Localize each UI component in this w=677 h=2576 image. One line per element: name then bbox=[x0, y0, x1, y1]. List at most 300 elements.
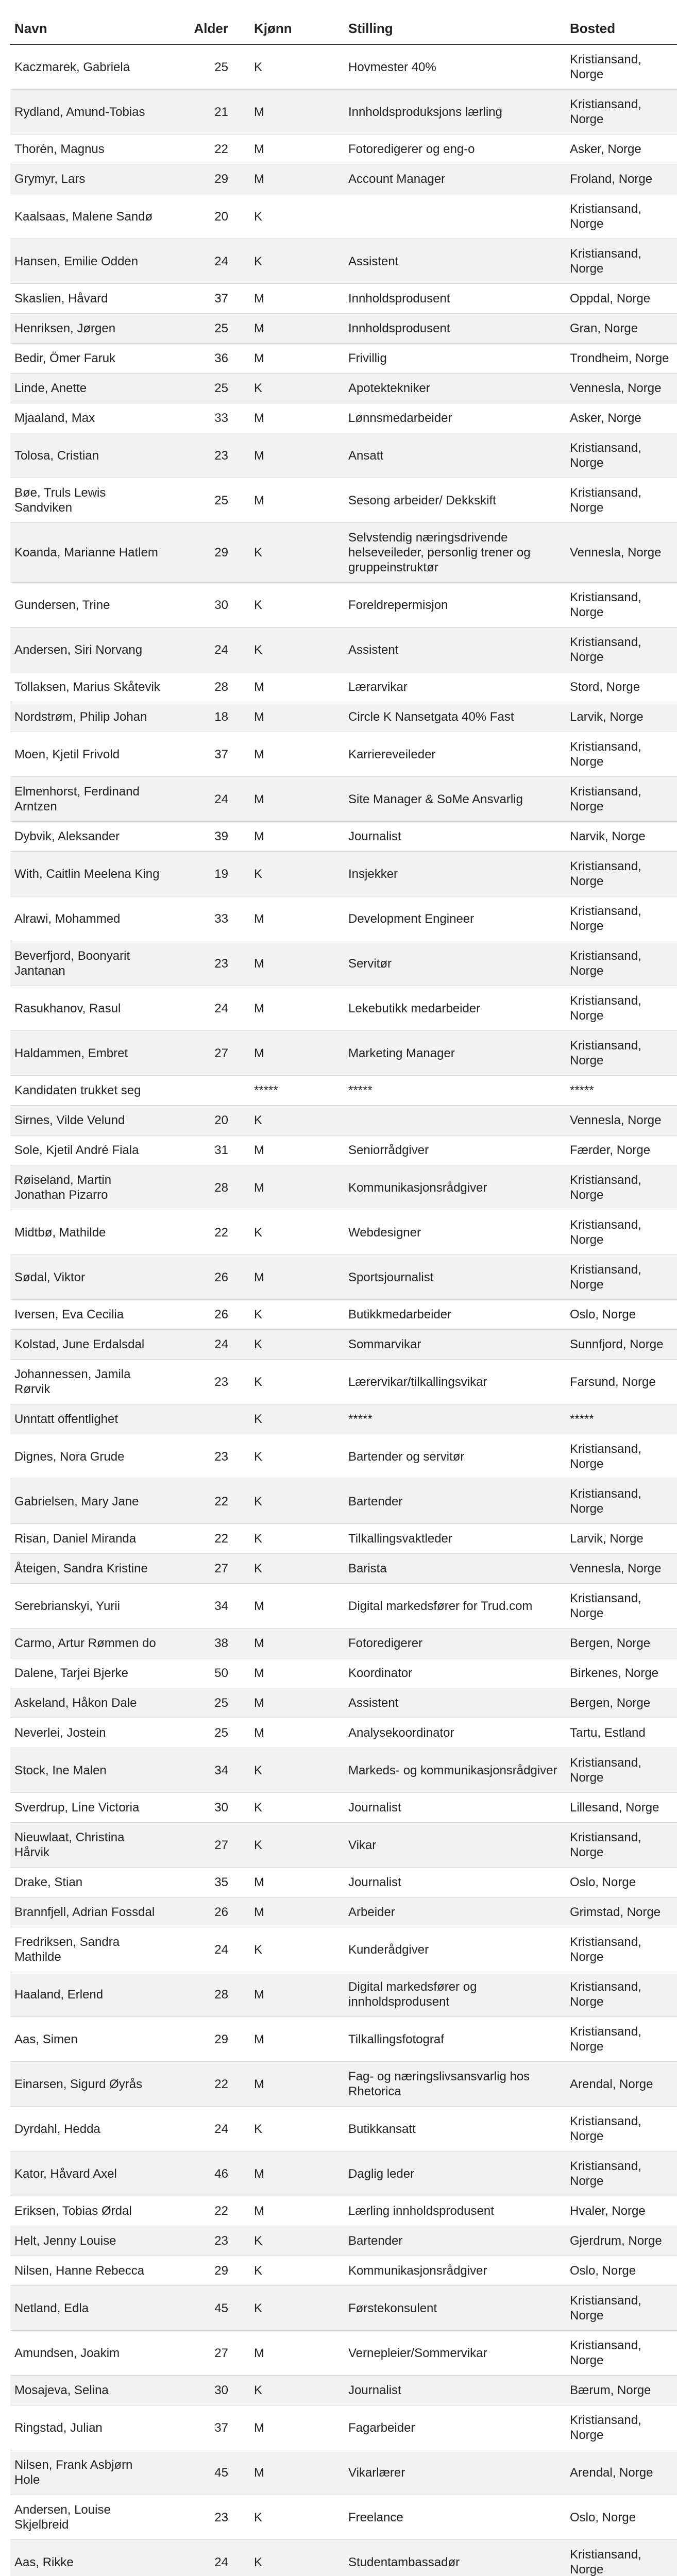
cell-bosted: Kristiansand, Norge bbox=[566, 2151, 677, 2196]
table-row bbox=[10, 1748, 677, 1793]
cell-navn: Gabrielsen, Mary Jane bbox=[10, 1479, 165, 1524]
table-row bbox=[10, 1868, 677, 1897]
cell-navn: Ringstad, Julian bbox=[10, 2405, 165, 2450]
cell-kjonn: M bbox=[240, 403, 344, 433]
cell-navn: Haaland, Erlend bbox=[10, 1972, 165, 2017]
cell-stilling: Sommarvikar bbox=[344, 1330, 566, 1360]
cell-alder: 21 bbox=[165, 90, 240, 134]
cell-stilling: Assistent bbox=[344, 239, 566, 284]
cell-alder: 37 bbox=[165, 284, 240, 314]
cell-stilling: Innholdsprodusent bbox=[344, 284, 566, 314]
cell-stilling: Fagarbeider bbox=[344, 2405, 566, 2450]
cell-stilling: Seniorrådgiver bbox=[344, 1136, 566, 1165]
cell-stilling: Karriereveileder bbox=[344, 732, 566, 777]
cell-navn: Unntatt offentlighet bbox=[10, 1404, 165, 1434]
cell-bosted: Asker, Norge bbox=[566, 134, 677, 164]
cell-kjonn: M bbox=[240, 896, 344, 941]
cell-kjonn: M bbox=[240, 1584, 344, 1629]
cell-kjonn: M bbox=[240, 2062, 344, 2107]
cell-stilling: Digital markedsfører og innholdsprodusent bbox=[344, 1972, 566, 2017]
cell-alder: 36 bbox=[165, 344, 240, 374]
cell-alder: 33 bbox=[165, 403, 240, 433]
table-row bbox=[10, 90, 677, 134]
cell-navn: Nordstrøm, Philip Johan bbox=[10, 702, 165, 732]
cell-navn: Grymyr, Lars bbox=[10, 164, 165, 194]
table-row bbox=[10, 986, 677, 1031]
cell-alder: 25 bbox=[165, 314, 240, 344]
cell-bosted: Asker, Norge bbox=[566, 403, 677, 433]
cell-kjonn: M bbox=[240, 134, 344, 164]
cell-navn: Mosajeva, Selina bbox=[10, 2376, 165, 2405]
table-row bbox=[10, 941, 677, 986]
cell-navn: Beverfjord, Boonyarit Jantanan bbox=[10, 941, 165, 986]
cell-alder: 25 bbox=[165, 374, 240, 403]
cell-navn: Thorén, Magnus bbox=[10, 134, 165, 164]
cell-bosted: ***** bbox=[566, 1076, 677, 1106]
cell-stilling: Analysekoordinator bbox=[344, 1718, 566, 1748]
cell-kjonn: M bbox=[240, 433, 344, 478]
cell-kjonn: K bbox=[240, 2107, 344, 2151]
table-row bbox=[10, 2376, 677, 2405]
cell-alder: 27 bbox=[165, 1823, 240, 1868]
cell-bosted: Kristiansand, Norge bbox=[566, 44, 677, 90]
cell-navn: Dybvik, Aleksander bbox=[10, 822, 165, 852]
table-row bbox=[10, 1524, 677, 1554]
cell-stilling: Sportsjournalist bbox=[344, 1255, 566, 1300]
cell-navn: Tollaksen, Marius Skåtevik bbox=[10, 672, 165, 702]
cell-navn: Nilsen, Frank Asbjørn Hole bbox=[10, 2450, 165, 2495]
cell-navn: Dignes, Nora Grude bbox=[10, 1434, 165, 1479]
table-row bbox=[10, 1793, 677, 1823]
cell-navn: Nilsen, Hanne Rebecca bbox=[10, 2256, 165, 2286]
cell-stilling: Frivillig bbox=[344, 344, 566, 374]
cell-navn: Nieuwlaat, Christina Hårvik bbox=[10, 1823, 165, 1868]
cell-stilling: Sesong arbeider/ Dekkskift bbox=[344, 478, 566, 523]
cell-stilling: Lønnsmedarbeider bbox=[344, 403, 566, 433]
cell-navn: Kaalsaas, Malene Sandø bbox=[10, 194, 165, 239]
cell-navn: Haldammen, Embret bbox=[10, 1031, 165, 1076]
cell-stilling: Ansatt bbox=[344, 433, 566, 478]
cell-stilling: Lærarvikar bbox=[344, 672, 566, 702]
cell-alder: 24 bbox=[165, 986, 240, 1031]
cell-bosted: Kristiansand, Norge bbox=[566, 1031, 677, 1076]
cell-bosted: Kristiansand, Norge bbox=[566, 941, 677, 986]
cell-bosted: Vennesla, Norge bbox=[566, 1554, 677, 1584]
cell-bosted: Kristiansand, Norge bbox=[566, 2405, 677, 2450]
table-row bbox=[10, 1210, 677, 1255]
cell-bosted: Kristiansand, Norge bbox=[566, 777, 677, 822]
cell-navn: Elmenhorst, Ferdinand Arntzen bbox=[10, 777, 165, 822]
cell-alder: 39 bbox=[165, 822, 240, 852]
cell-alder: 27 bbox=[165, 1554, 240, 1584]
cell-bosted: Kristiansand, Norge bbox=[566, 1972, 677, 2017]
cell-kjonn: M bbox=[240, 1629, 344, 1658]
cell-navn: Røiseland, Martin Jonathan Pizarro bbox=[10, 1165, 165, 1210]
cell-alder: 35 bbox=[165, 1868, 240, 1897]
cell-stilling: Vikarlærer bbox=[344, 2450, 566, 2495]
cell-stilling: Markeds- og kommunikasjonsrådgiver bbox=[344, 1748, 566, 1793]
cell-stilling: Kommunikasjonsrådgiver bbox=[344, 2256, 566, 2286]
cell-stilling: Tilkallingsvaktleder bbox=[344, 1524, 566, 1554]
cell-bosted: Kristiansand, Norge bbox=[566, 1165, 677, 1210]
cell-alder: 22 bbox=[165, 134, 240, 164]
cell-navn: Tolosa, Cristian bbox=[10, 433, 165, 478]
cell-kjonn: M bbox=[240, 2196, 344, 2226]
cell-alder: 28 bbox=[165, 1972, 240, 2017]
cell-stilling: ***** bbox=[344, 1076, 566, 1106]
cell-kjonn: M bbox=[240, 2151, 344, 2196]
cell-alder: 30 bbox=[165, 1793, 240, 1823]
cell-stilling: Hovmester 40% bbox=[344, 44, 566, 90]
cell-alder: 28 bbox=[165, 1165, 240, 1210]
cell-stilling: Bartender bbox=[344, 2226, 566, 2256]
cell-alder: 25 bbox=[165, 1688, 240, 1718]
cell-stilling: Fotoredigerer bbox=[344, 1629, 566, 1658]
cell-navn: Andersen, Siri Norvang bbox=[10, 628, 165, 672]
cell-kjonn: K bbox=[240, 1479, 344, 1524]
cell-alder: 18 bbox=[165, 702, 240, 732]
cell-kjonn: M bbox=[240, 344, 344, 374]
cell-alder: 27 bbox=[165, 1031, 240, 1076]
table-row bbox=[10, 1165, 677, 1210]
cell-kjonn: M bbox=[240, 314, 344, 344]
cell-bosted: Arendal, Norge bbox=[566, 2450, 677, 2495]
cell-kjonn: M bbox=[240, 732, 344, 777]
cell-alder: 26 bbox=[165, 1255, 240, 1300]
cell-navn: Sole, Kjetil André Fiala bbox=[10, 1136, 165, 1165]
table-row bbox=[10, 239, 677, 284]
cell-alder bbox=[165, 1404, 240, 1434]
cell-bosted: Kristiansand, Norge bbox=[566, 90, 677, 134]
table-row bbox=[10, 1688, 677, 1718]
cell-navn: Drake, Stian bbox=[10, 1868, 165, 1897]
table-row bbox=[10, 2196, 677, 2226]
cell-bosted: Kristiansand, Norge bbox=[566, 583, 677, 628]
cell-bosted: Kristiansand, Norge bbox=[566, 1255, 677, 1300]
cell-navn: Åteigen, Sandra Kristine bbox=[10, 1554, 165, 1584]
cell-navn: Amundsen, Joakim bbox=[10, 2331, 165, 2376]
cell-stilling: Barista bbox=[344, 1554, 566, 1584]
table-row bbox=[10, 523, 677, 583]
cell-kjonn: M bbox=[240, 1688, 344, 1718]
cell-navn: Aas, Simen bbox=[10, 2017, 165, 2062]
cell-alder: 30 bbox=[165, 583, 240, 628]
cell-alder: 29 bbox=[165, 164, 240, 194]
cell-kjonn: K bbox=[240, 2540, 344, 2576]
cell-kjonn: M bbox=[240, 1165, 344, 1210]
cell-bosted: Vennesla, Norge bbox=[566, 374, 677, 403]
cell-bosted: ***** bbox=[566, 1404, 677, 1434]
cell-stilling bbox=[344, 194, 566, 239]
cell-alder: 24 bbox=[165, 777, 240, 822]
cell-kjonn: M bbox=[240, 1031, 344, 1076]
table-row bbox=[10, 1404, 677, 1434]
cell-stilling: Assistent bbox=[344, 1688, 566, 1718]
cell-bosted: Oslo, Norge bbox=[566, 1300, 677, 1330]
cell-bosted: Bærum, Norge bbox=[566, 2376, 677, 2405]
cell-kjonn: K bbox=[240, 1300, 344, 1330]
cell-bosted: Kristiansand, Norge bbox=[566, 732, 677, 777]
table-row bbox=[10, 194, 677, 239]
cell-stilling: Fag- og næringslivsansvarlig hos Rhetorica bbox=[344, 2062, 566, 2107]
cell-navn: Koanda, Marianne Hatlem bbox=[10, 523, 165, 583]
cell-alder: 26 bbox=[165, 1300, 240, 1330]
cell-bosted: Sunnfjord, Norge bbox=[566, 1330, 677, 1360]
cell-navn: Bøe, Truls Lewis Sandviken bbox=[10, 478, 165, 523]
cell-stilling: Innholdsprodusent bbox=[344, 314, 566, 344]
table-row bbox=[10, 2151, 677, 2196]
cell-kjonn: K bbox=[240, 1823, 344, 1868]
cell-navn: Hansen, Emilie Odden bbox=[10, 239, 165, 284]
table-row bbox=[10, 1823, 677, 1868]
cell-stilling: Koordinator bbox=[344, 1658, 566, 1688]
cell-stilling: Insjekker bbox=[344, 852, 566, 896]
cell-kjonn: K bbox=[240, 1434, 344, 1479]
applicant-table bbox=[10, 5, 677, 2576]
cell-kjonn: M bbox=[240, 941, 344, 986]
cell-bosted: Vennesla, Norge bbox=[566, 523, 677, 583]
cell-alder: 29 bbox=[165, 523, 240, 583]
cell-navn: Stock, Ine Malen bbox=[10, 1748, 165, 1793]
cell-kjonn: K bbox=[240, 583, 344, 628]
table-header bbox=[10, 5, 677, 44]
cell-bosted: Kristiansand, Norge bbox=[566, 852, 677, 896]
cell-stilling: Arbeider bbox=[344, 1897, 566, 1927]
cell-stilling: Digital markedsfører for Trud.com bbox=[344, 1584, 566, 1629]
cell-navn: Bedir, Ömer Faruk bbox=[10, 344, 165, 374]
table-row bbox=[10, 1479, 677, 1524]
cell-alder: 45 bbox=[165, 2450, 240, 2495]
cell-bosted: Arendal, Norge bbox=[566, 2062, 677, 2107]
cell-bosted: Oslo, Norge bbox=[566, 1868, 677, 1897]
table-row bbox=[10, 374, 677, 403]
table-row bbox=[10, 1897, 677, 1927]
table-row bbox=[10, 1330, 677, 1360]
table-row bbox=[10, 822, 677, 852]
cell-stilling: Bartender og servitør bbox=[344, 1434, 566, 1479]
cell-navn: Kolstad, June Erdalsdal bbox=[10, 1330, 165, 1360]
cell-bosted: Oslo, Norge bbox=[566, 2495, 677, 2540]
table-row bbox=[10, 344, 677, 374]
cell-bosted: Gjerdrum, Norge bbox=[566, 2226, 677, 2256]
cell-navn: Kaczmarek, Gabriela bbox=[10, 44, 165, 90]
cell-navn: Dyrdahl, Hedda bbox=[10, 2107, 165, 2151]
cell-kjonn: M bbox=[240, 284, 344, 314]
cell-stilling: Kunderådgiver bbox=[344, 1927, 566, 1972]
cell-stilling bbox=[344, 1106, 566, 1136]
column-header-bosted[interactable]: Bosted bbox=[566, 5, 677, 44]
cell-stilling: Development Engineer bbox=[344, 896, 566, 941]
cell-kjonn: K bbox=[240, 2286, 344, 2331]
cell-alder: 37 bbox=[165, 732, 240, 777]
table-row bbox=[10, 702, 677, 732]
cell-kjonn: M bbox=[240, 1868, 344, 1897]
cell-alder: 24 bbox=[165, 1927, 240, 1972]
cell-kjonn: K bbox=[240, 2376, 344, 2405]
table-row bbox=[10, 1136, 677, 1165]
cell-alder: 23 bbox=[165, 1360, 240, 1404]
cell-stilling: Tilkallingsfotograf bbox=[344, 2017, 566, 2062]
cell-stilling: ***** bbox=[344, 1404, 566, 1434]
cell-kjonn: M bbox=[240, 2017, 344, 2062]
cell-bosted: Kristiansand, Norge bbox=[566, 2540, 677, 2576]
cell-bosted: Narvik, Norge bbox=[566, 822, 677, 852]
cell-alder: 23 bbox=[165, 941, 240, 986]
cell-alder: 37 bbox=[165, 2405, 240, 2450]
table-row bbox=[10, 777, 677, 822]
cell-alder: 38 bbox=[165, 1629, 240, 1658]
cell-alder: 50 bbox=[165, 1658, 240, 1688]
cell-stilling: Studentambassadør bbox=[344, 2540, 566, 2576]
table-row bbox=[10, 732, 677, 777]
cell-navn: Sverdrup, Line Victoria bbox=[10, 1793, 165, 1823]
cell-kjonn: K bbox=[240, 374, 344, 403]
cell-navn: Kandidaten trukket seg bbox=[10, 1076, 165, 1106]
cell-kjonn: K bbox=[240, 1106, 344, 1136]
table-row bbox=[10, 164, 677, 194]
cell-alder: 31 bbox=[165, 1136, 240, 1165]
table-row bbox=[10, 1300, 677, 1330]
cell-bosted: Larvik, Norge bbox=[566, 1524, 677, 1554]
table-row bbox=[10, 1718, 677, 1748]
cell-navn: Andersen, Louise Skjelbreid bbox=[10, 2495, 165, 2540]
cell-alder: 33 bbox=[165, 896, 240, 941]
cell-navn: Gundersen, Trine bbox=[10, 583, 165, 628]
cell-navn: Mjaaland, Max bbox=[10, 403, 165, 433]
cell-kjonn: K bbox=[240, 1524, 344, 1554]
cell-navn: Netland, Edla bbox=[10, 2286, 165, 2331]
cell-bosted: Stord, Norge bbox=[566, 672, 677, 702]
cell-bosted: Kristiansand, Norge bbox=[566, 1748, 677, 1793]
cell-bosted: Kristiansand, Norge bbox=[566, 478, 677, 523]
cell-navn: Alrawi, Mohammed bbox=[10, 896, 165, 941]
table-row bbox=[10, 1584, 677, 1629]
cell-navn: Midtbø, Mathilde bbox=[10, 1210, 165, 1255]
cell-navn: Brannfjell, Adrian Fossdal bbox=[10, 1897, 165, 1927]
cell-alder: 23 bbox=[165, 433, 240, 478]
cell-alder: 22 bbox=[165, 1479, 240, 1524]
cell-stilling: Fotoredigerer og eng-o bbox=[344, 134, 566, 164]
cell-alder: 24 bbox=[165, 628, 240, 672]
column-header-stilling[interactable]: Stilling bbox=[344, 5, 566, 44]
cell-stilling: Butikkansatt bbox=[344, 2107, 566, 2151]
column-header-navn[interactable]: Navn bbox=[10, 5, 165, 44]
cell-kjonn: M bbox=[240, 986, 344, 1031]
table-row bbox=[10, 2226, 677, 2256]
table-row bbox=[10, 478, 677, 523]
cell-kjonn: K bbox=[240, 628, 344, 672]
cell-navn: Eriksen, Tobias Ørdal bbox=[10, 2196, 165, 2226]
table-row bbox=[10, 1927, 677, 1972]
cell-navn: Carmo, Artur Rømmen do bbox=[10, 1629, 165, 1658]
table-row bbox=[10, 1972, 677, 2017]
cell-bosted: Grimstad, Norge bbox=[566, 1897, 677, 1927]
cell-bosted: Kristiansand, Norge bbox=[566, 986, 677, 1031]
cell-navn: Rasukhanov, Rasul bbox=[10, 986, 165, 1031]
cell-kjonn: ***** bbox=[240, 1076, 344, 1106]
table-row bbox=[10, 2017, 677, 2062]
cell-stilling: Journalist bbox=[344, 1868, 566, 1897]
cell-stilling: Lekebutikk medarbeider bbox=[344, 986, 566, 1031]
cell-alder: 24 bbox=[165, 2107, 240, 2151]
cell-navn: Henriksen, Jørgen bbox=[10, 314, 165, 344]
cell-bosted: Froland, Norge bbox=[566, 164, 677, 194]
cell-bosted: Kristiansand, Norge bbox=[566, 1210, 677, 1255]
table-row bbox=[10, 2450, 677, 2495]
table-row bbox=[10, 2107, 677, 2151]
cell-alder: 46 bbox=[165, 2151, 240, 2196]
cell-kjonn: M bbox=[240, 2405, 344, 2450]
cell-stilling: Vikar bbox=[344, 1823, 566, 1868]
cell-kjonn: K bbox=[240, 2495, 344, 2540]
cell-kjonn: K bbox=[240, 1554, 344, 1584]
cell-bosted: Kristiansand, Norge bbox=[566, 2331, 677, 2376]
cell-stilling: Selvstendig næringsdrivende helseveileder, personlig trener og gruppeinstruktør bbox=[344, 523, 566, 583]
cell-kjonn: M bbox=[240, 672, 344, 702]
cell-stilling: Account Manager bbox=[344, 164, 566, 194]
table-row bbox=[10, 44, 677, 90]
cell-alder: 26 bbox=[165, 1897, 240, 1927]
cell-kjonn: K bbox=[240, 44, 344, 90]
cell-alder: 24 bbox=[165, 2540, 240, 2576]
table-row bbox=[10, 433, 677, 478]
cell-kjonn: M bbox=[240, 1718, 344, 1748]
table-row bbox=[10, 2062, 677, 2107]
cell-alder: 29 bbox=[165, 2256, 240, 2286]
cell-stilling: Webdesigner bbox=[344, 1210, 566, 1255]
cell-alder: 22 bbox=[165, 2196, 240, 2226]
cell-kjonn: K bbox=[240, 523, 344, 583]
column-header-kjonn[interactable]: Kjønn bbox=[240, 5, 344, 44]
cell-bosted: Kristiansand, Norge bbox=[566, 2286, 677, 2331]
cell-kjonn: K bbox=[240, 1748, 344, 1793]
column-header-alder[interactable]: Alder bbox=[165, 5, 240, 44]
cell-navn: Sirnes, Vilde Velund bbox=[10, 1106, 165, 1136]
cell-stilling: Servitør bbox=[344, 941, 566, 986]
table-row bbox=[10, 2256, 677, 2286]
cell-bosted: Kristiansand, Norge bbox=[566, 239, 677, 284]
cell-stilling: Apotektekniker bbox=[344, 374, 566, 403]
table-row bbox=[10, 314, 677, 344]
cell-alder: 25 bbox=[165, 44, 240, 90]
table-row bbox=[10, 1629, 677, 1658]
cell-alder: 23 bbox=[165, 1434, 240, 1479]
cell-stilling: Journalist bbox=[344, 2376, 566, 2405]
cell-kjonn: M bbox=[240, 2450, 344, 2495]
cell-stilling: Assistent bbox=[344, 628, 566, 672]
cell-bosted: Kristiansand, Norge bbox=[566, 1584, 677, 1629]
cell-kjonn: K bbox=[240, 2256, 344, 2286]
table-row bbox=[10, 1255, 677, 1300]
cell-bosted: Kristiansand, Norge bbox=[566, 1434, 677, 1479]
table-row bbox=[10, 403, 677, 433]
cell-alder: 28 bbox=[165, 672, 240, 702]
cell-kjonn: K bbox=[240, 1404, 344, 1434]
header-row bbox=[10, 5, 677, 44]
cell-navn: Iversen, Eva Cecilia bbox=[10, 1300, 165, 1330]
cell-bosted: Lillesand, Norge bbox=[566, 1793, 677, 1823]
cell-kjonn: K bbox=[240, 1330, 344, 1360]
cell-bosted: Bergen, Norge bbox=[566, 1688, 677, 1718]
cell-navn: Kator, Håvard Axel bbox=[10, 2151, 165, 2196]
cell-kjonn: M bbox=[240, 164, 344, 194]
cell-kjonn: M bbox=[240, 478, 344, 523]
cell-bosted: Kristiansand, Norge bbox=[566, 896, 677, 941]
cell-alder bbox=[165, 1076, 240, 1106]
cell-navn: Neverlei, Jostein bbox=[10, 1718, 165, 1748]
table-row bbox=[10, 2405, 677, 2450]
cell-alder: 45 bbox=[165, 2286, 240, 2331]
